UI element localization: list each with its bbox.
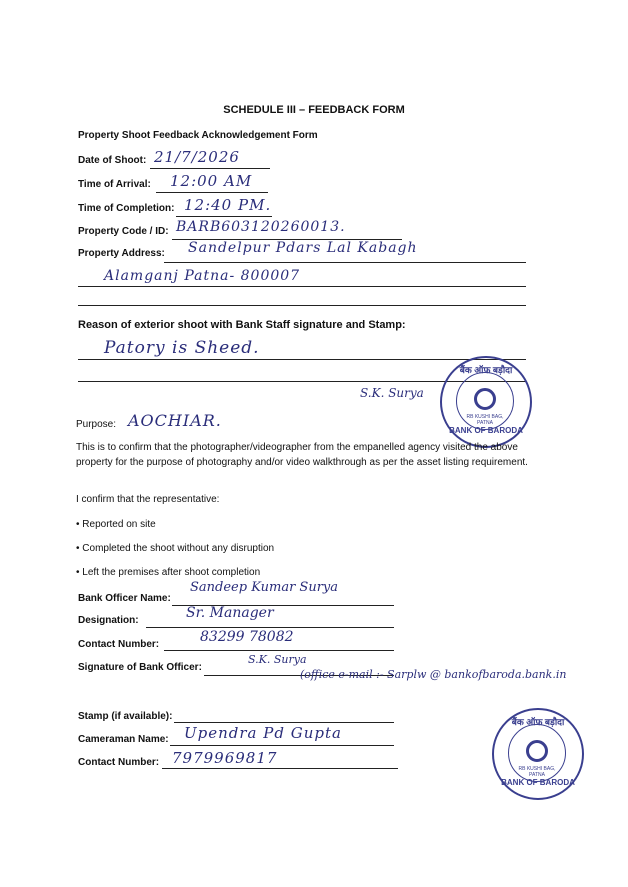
footer-contact-underline — [162, 768, 398, 769]
code-label: Property Code / ID: — [78, 226, 169, 237]
confirmation-paragraph: This is to confirm that the photographer/videographer from the empanelled agency visited the above property for the purpose of photography and/or video walkthrough as per the asset listing requirement. — [76, 442, 528, 468]
designation-value: Sr. Manager — [186, 605, 274, 621]
footer-contact-value: 7979969817 — [172, 749, 278, 767]
reason-heading: Reason of exterior shoot with Bank Staff signature and Stamp: — [78, 319, 406, 331]
address-underline-2 — [78, 286, 526, 287]
address-underline-1 — [164, 262, 526, 263]
form-title: SCHEDULE III – FEEDBACK FORM — [223, 104, 405, 116]
completion-value: 12:40 PM. — [184, 196, 272, 214]
stamp-hindi-text: बैंक ऑफ बड़ौदा — [459, 365, 513, 375]
bullet-item: • Reported on site — [76, 519, 156, 530]
footer-contact-label: Contact Number: — [78, 757, 160, 768]
stamp-label: Stamp (if available): — [78, 711, 173, 722]
completion-label: Time of Completion: — [78, 203, 175, 214]
stamp-english-text: BANK OF BARODA — [449, 426, 523, 435]
bullet-text: Left the premises after shoot completion — [82, 567, 261, 578]
completion-underline — [176, 216, 272, 217]
officer-signature-label: Signature of Bank Officer: — [78, 662, 202, 673]
reason-underline-1 — [78, 359, 526, 360]
arrival-label: Time of Arrival: — [78, 179, 151, 190]
date-underline — [150, 168, 270, 169]
officer-signature-value: S.K. Surya — [248, 653, 307, 666]
address-line2: Alamganj Patna- 800007 — [104, 268, 301, 284]
confirmation-intro: I confirm that the representative: — [76, 494, 220, 505]
bank-stamp-bottom — [492, 708, 584, 800]
stamp-english-text: BANK OF BARODA — [501, 778, 575, 787]
bullet-text: Completed the shoot without any disruption — [82, 543, 275, 554]
bank-logo-icon — [474, 388, 496, 410]
officer-contact-label: Contact Number: — [78, 639, 160, 650]
bullet-text: Reported on site — [82, 519, 156, 530]
bullet-item: • Completed the shoot without any disruption — [76, 543, 275, 554]
cameraman-underline — [170, 745, 394, 746]
date-value: 21/7/2026 — [154, 148, 240, 166]
designation-underline — [146, 627, 394, 628]
code-value: BARB603120260013. — [176, 219, 346, 235]
address-underline-3 — [78, 305, 526, 306]
officer-name-value: Sandeep Kumar Surya — [190, 580, 339, 595]
officer-contact-value: 83299 78082 — [200, 629, 294, 645]
arrival-underline — [156, 192, 268, 193]
bank-stamp-top — [440, 356, 532, 448]
arrival-value: 12:00 AM — [170, 172, 253, 190]
cameraman-value: Upendra Pd Gupta — [184, 724, 342, 742]
officer-contact-underline — [164, 650, 394, 651]
officer-name-label: Bank Officer Name: — [78, 593, 171, 604]
purpose-label: Purpose: — [76, 419, 117, 430]
bullet-item: • Left the premises after shoot completion — [76, 567, 261, 578]
stamp-hindi-text: बैंक ऑफ बड़ौदा — [511, 717, 565, 727]
stamp-branch-text: RB KUSHI BAG, PATNA — [518, 766, 556, 778]
address-label: Property Address: — [78, 248, 165, 259]
address-line1: Sandelpur Pdars Lal Kabagh — [188, 240, 418, 256]
date-label: Date of Shoot: — [78, 155, 147, 166]
purpose-value: AOCHIAR. — [128, 411, 222, 430]
reason-signature: S.K. Surya — [360, 386, 424, 400]
reason-value: Patory is Sheed. — [104, 338, 260, 358]
officer-email-note: (office e-mail :- Sarplw @ bankofbaroda.bank.in — [300, 668, 567, 681]
stamp-branch-text: RB KUSHI BAG, PATNA — [466, 414, 504, 426]
designation-label: Designation: — [78, 615, 139, 626]
cameraman-label: Cameraman Name: — [78, 734, 169, 745]
form-subtitle: Property Shoot Feedback Acknowledgement Form — [78, 130, 318, 141]
stamp-underline — [174, 722, 394, 723]
bank-logo-icon — [526, 740, 548, 762]
